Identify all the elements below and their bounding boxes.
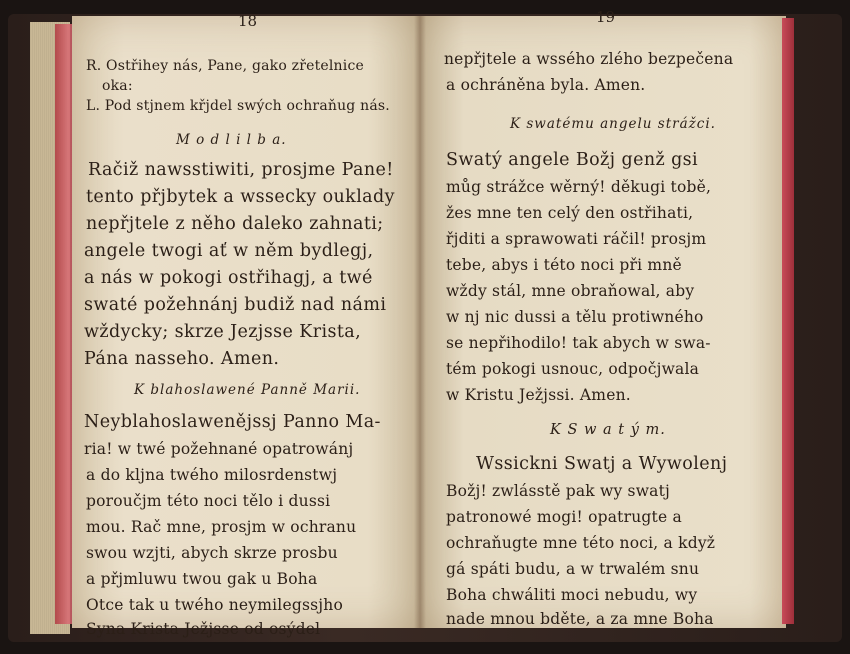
text-line: wždy stál, mne obraňowal, aby	[446, 282, 695, 300]
text-line: a přjmluwu twou gak u Boha	[86, 570, 318, 588]
text-line: oka:	[102, 78, 133, 94]
text-line: L. Pod stjnem křjdel swých ochraňug nás.	[86, 98, 390, 114]
text-line: a nás w pokogi ostřihagj, a twé	[84, 268, 373, 288]
text-line: Wssickni Swatj a Wywolenj	[476, 454, 728, 474]
left-page	[72, 12, 420, 638]
heading: K blahoslawené Panně Marii.	[134, 382, 361, 398]
book-gutter	[414, 16, 426, 628]
text-line: ria! w twé požehnané opatrowánj	[84, 440, 354, 458]
text-line: w nj nic dussi a tělu protiwného	[446, 308, 704, 326]
text-line: řjditi a sprawowati ráčil! prosjm	[446, 230, 707, 248]
text-line: Neyblahoslawenějssj Panno Ma-	[84, 412, 381, 432]
right-page	[420, 8, 786, 628]
text-line: můg strážce wěrný! děkugi tobě,	[446, 178, 712, 196]
text-line: angele twogi ať w něm bydlegj,	[84, 241, 374, 261]
text-line: wždycky; skrze Jezjsse Krista,	[84, 322, 362, 342]
text-line: gá spáti budu, a w trwalém snu	[446, 560, 700, 578]
text-line: Boha chwáliti moci nebudu, wy	[446, 586, 698, 604]
text-line: žes mne ten celý den ostřihati,	[446, 204, 694, 222]
text-line: swaté požehnánj budiž nad námi	[84, 295, 387, 315]
text-line: poroučjm této noci tělo i dussi	[86, 492, 331, 510]
text-line: a ochráněna byla. Amen.	[446, 76, 646, 94]
text-line: se nepřihodilo! tak abych w swa-	[446, 334, 711, 352]
text-line: Božj! zwlásstě pak wy swatj	[446, 482, 671, 500]
text-line: patronowé mogi! opatrugte a	[446, 508, 682, 526]
text-line: nepřjtele z něho daleko zahnati;	[86, 214, 384, 234]
text-line: Otce tak u twého neymilegssjho	[86, 596, 343, 614]
text-line: tém pokogi usnouc, odpočjwala	[446, 360, 700, 378]
text-line: tebe, abys i této noci při mně	[446, 256, 682, 274]
text-line: Račiž nawsstiwiti, prosjme Pane!	[88, 160, 394, 180]
red-page-edge	[782, 18, 794, 624]
text-line: swou wzjti, abych skrze prosbu	[86, 544, 338, 562]
text-line: nade mnou bděte, a za mne Boha	[446, 610, 714, 628]
text-line: nepřjtele a wssého zlého bezpečena	[444, 50, 734, 68]
text-line: w Kristu Ježjssi. Amen.	[446, 386, 631, 404]
text-line: tento přjbytek a wssecky ouklady	[86, 187, 395, 207]
text-line: a do kljna twého milosrdenstwj	[86, 466, 338, 484]
text-line: ochraňugte mne této noci, a když	[446, 534, 716, 552]
heading: K swatému angelu strážci.	[510, 116, 716, 132]
page-number: 19	[596, 8, 616, 26]
heading: K S w a t ý m.	[550, 422, 666, 438]
text-line: Swatý angele Božj genž gsi	[446, 150, 699, 170]
heading: M o d l i l b a.	[176, 132, 287, 148]
text-line: R. Ostřihey nás, Pane, gako zřetelnice	[86, 58, 364, 74]
text-line: Pána nasseho. Amen.	[84, 349, 280, 369]
text-line: Syna Krista Ježjsse od osýdel	[86, 620, 321, 638]
text-line: mou. Rač mne, prosjm w ochranu	[86, 518, 357, 536]
page-number: 18	[238, 12, 258, 30]
